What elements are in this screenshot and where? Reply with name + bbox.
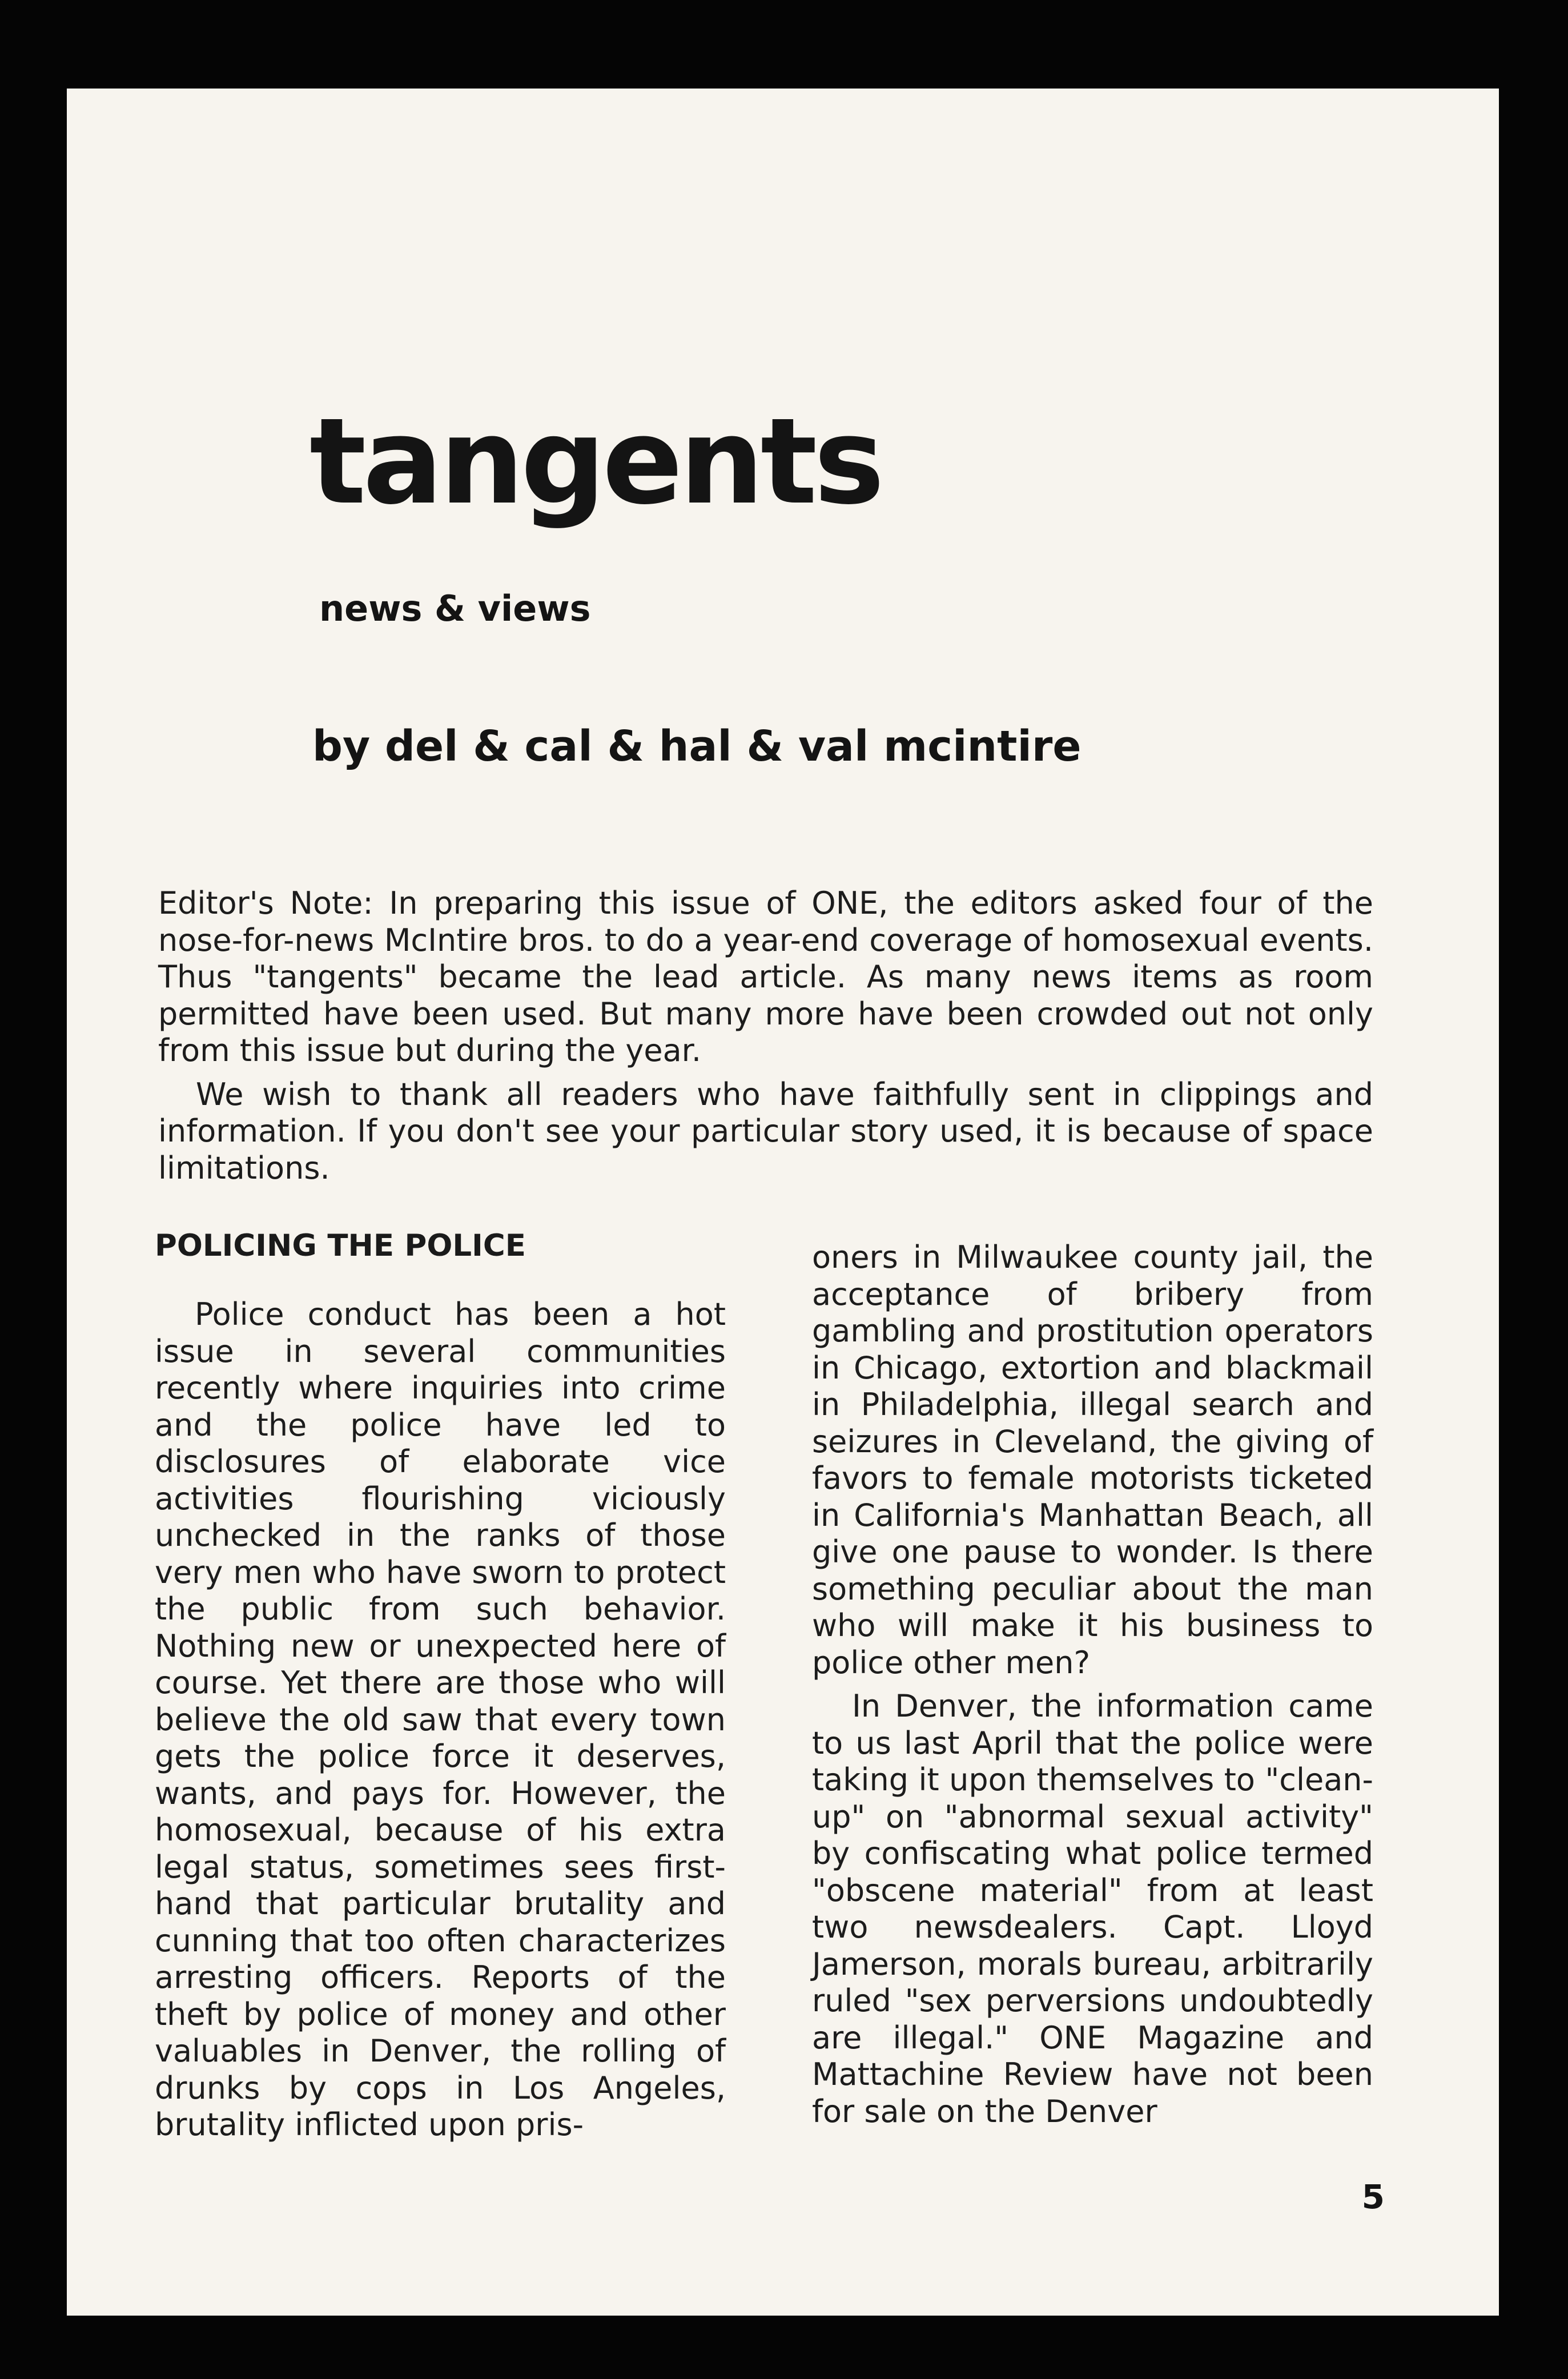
body-paragraph: oners in Milwaukee county jail, the acceptance of bribery from gambling and prostitution operators in Chicago, extortion and blackmail in Philadelphia, illegal search and seizures in Cleveland, the giving of favors to female motorists ticketed in California's Manhattan Beach, all give one pause to wonder. Is there something peculiar about the man who will make it his business to police other men?	[812, 1239, 1373, 1681]
editors-note	[158, 885, 1373, 1187]
article-title: tangents	[309, 393, 882, 531]
body-paragraph: Police conduct has been a hot issue in several communities recently where inquiries into crime and the police have led to disclosures of elaborate vice activities flourishing viciously unchecked in the ranks of those very men who have sworn to protect the public from such behavior. Nothing new or unexpected here of course. Yet there are those who will believe the old saw that every town gets the police force it deserves, wants, and pays for. However, the homosexual, because of his extra legal status, sometimes sees first-hand that particular brutality and cunning that too often characterizes arresting officers. Reports of the theft by police of money and other valuables in Denver, the rolling of drunks by cops in Los Angeles, brutality inflicted upon pris-	[155, 1296, 726, 2143]
article-subtitle: news & views	[319, 588, 591, 629]
magazine-page	[67, 89, 1499, 2316]
body-paragraph: In Denver, the information came to us last April that the police were taking it upon themselves to "clean-up" on "abnormal sexual activity" by confiscating what police termed "obscene material" from at least two newsdealers. Capt. Lloyd Jamerson, morals bureau, arbitrarily ruled "sex perversions undoubtedly are illegal." ONE Magazine and Mattachine Review have not been for sale on the Denver	[812, 1688, 1373, 2129]
right-column	[812, 1239, 1373, 2130]
section-heading: POLICING THE POLICE	[155, 1228, 526, 1263]
left-column	[155, 1228, 726, 2144]
article-byline: by del & cal & hal & val mcintire	[312, 722, 1081, 771]
editors-note-paragraph: Editor's Note: In preparing this issue of ONE, the editors asked four of the nose-for-news McIntire bros. to do a year-end coverage of homosexual events. Thus "tangents" became the lead article. As many news items as room permitted have been used. But many more have been crowded out not only from this issue but during the year.	[158, 885, 1373, 1068]
page-number: 5	[1361, 2177, 1385, 2216]
editors-note-paragraph: We wish to thank all readers who have faithfully sent in clippings and information. If you don't see your particular story used, it is because of space limitations.	[158, 1076, 1373, 1186]
